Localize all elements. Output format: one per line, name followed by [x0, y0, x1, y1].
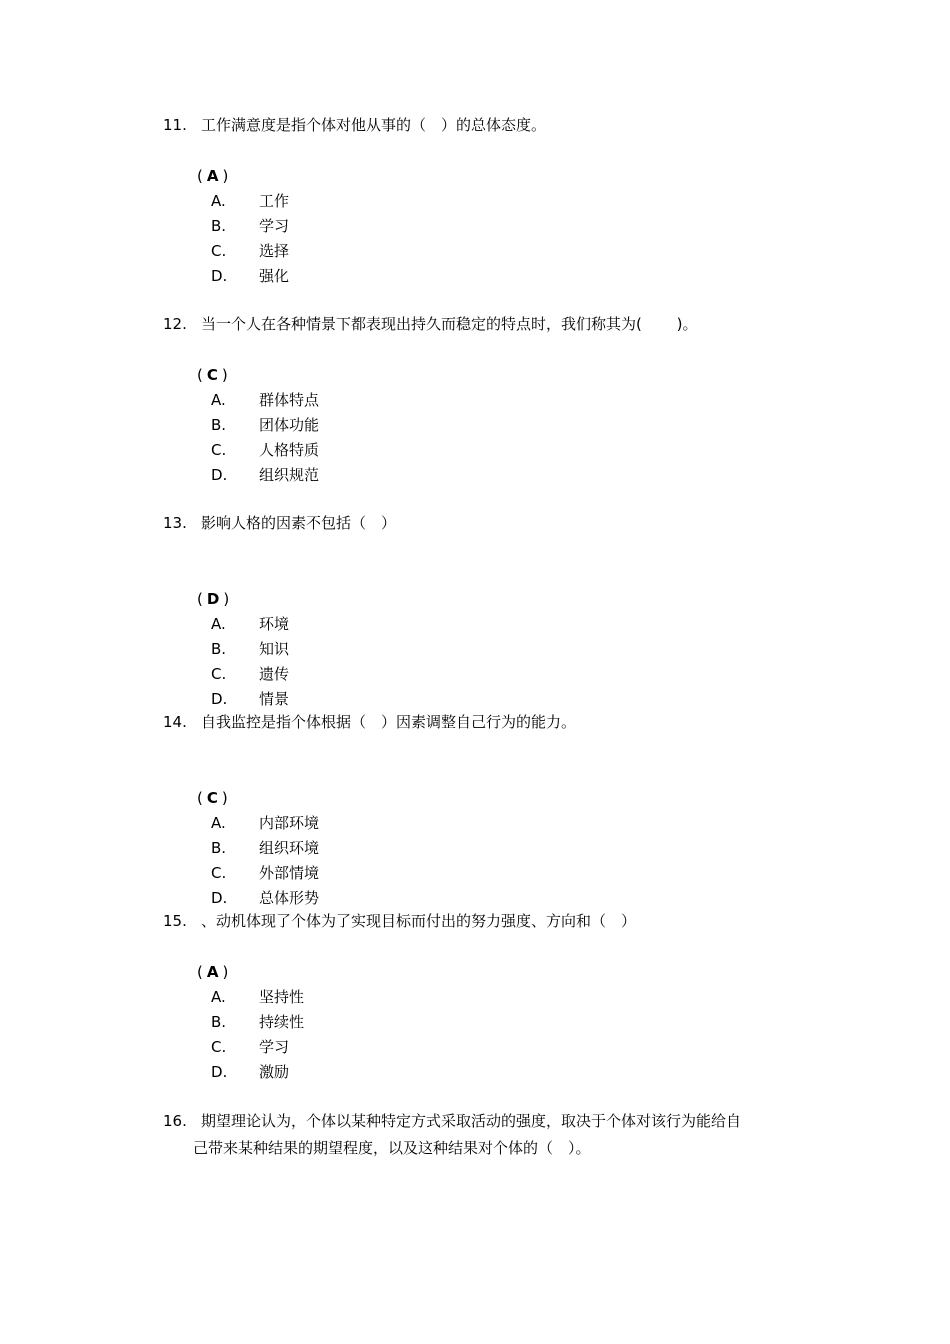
question-16-continuation: 己带来某种结果的期望程度，以及这种结果对个体的（ ）。	[193, 1139, 591, 1157]
answer-12: ( C )	[197, 366, 228, 384]
question-12	[163, 310, 697, 338]
question-number: 12.	[163, 315, 187, 333]
option: C. 选择	[211, 242, 290, 260]
option: D. 情景	[211, 690, 290, 708]
option: B. 知识	[211, 640, 290, 658]
option: D. 总体形势	[211, 889, 320, 907]
question-stem: 工作满意度是指个体对他从事的（ ）的总体态度。	[201, 116, 547, 134]
question-stem: 自我监控是指个体根据（ ）因素调整自己行为的能力。	[201, 713, 577, 731]
answer-13: ( D )	[197, 590, 230, 608]
option: C. 遗传	[211, 665, 290, 683]
option: B. 学习	[211, 217, 290, 235]
question-number: 15.	[163, 912, 187, 930]
option: C. 人格特质	[211, 441, 320, 459]
question-stem: 影响人格的因素不包括（ ）	[201, 514, 397, 532]
answer-letter: D	[206, 590, 220, 608]
question-15	[163, 907, 636, 935]
answer-14: ( C )	[197, 789, 228, 807]
question-stem: 当一个人在各种情景下都表现出持久而稳定的特点时，我们称其为( )。	[201, 315, 698, 333]
question-number: 16.	[163, 1112, 187, 1130]
option: B. 持续性	[211, 1013, 305, 1031]
question-13	[163, 509, 396, 537]
option: D. 组织规范	[211, 466, 320, 484]
option: D. 强化	[211, 267, 290, 285]
answer-letter: C	[206, 789, 218, 807]
answer-letter: A	[206, 963, 219, 981]
option: D. 激励	[211, 1063, 290, 1081]
answer-letter: C	[206, 366, 218, 384]
question-number: 13.	[163, 514, 187, 532]
answer-letter: A	[206, 167, 219, 185]
option: A. 坚持性	[211, 988, 305, 1006]
option: A. 群体特点	[211, 391, 320, 409]
question-11	[163, 111, 546, 139]
question-number: 11.	[163, 116, 187, 134]
option: A. 工作	[211, 192, 290, 210]
question-stem: 期望理论认为，个体以某种特定方式采取活动的强度，取决于个体对该行为能给自	[201, 1112, 742, 1130]
question-16	[163, 1107, 741, 1135]
option: B. 团体功能	[211, 416, 320, 434]
answer-15: ( A )	[197, 963, 229, 981]
option: B. 组织环境	[211, 839, 320, 857]
option: C. 外部情境	[211, 864, 320, 882]
option: A. 内部环境	[211, 814, 320, 832]
option: C. 学习	[211, 1038, 290, 1056]
answer-11: ( A )	[197, 167, 229, 185]
option: A. 环境	[211, 615, 290, 633]
question-number: 14.	[163, 713, 187, 731]
question-stem: 、动机体现了个体为了实现目标而付出的努力强度、方向和（ ）	[201, 912, 637, 930]
question-14	[163, 708, 576, 736]
